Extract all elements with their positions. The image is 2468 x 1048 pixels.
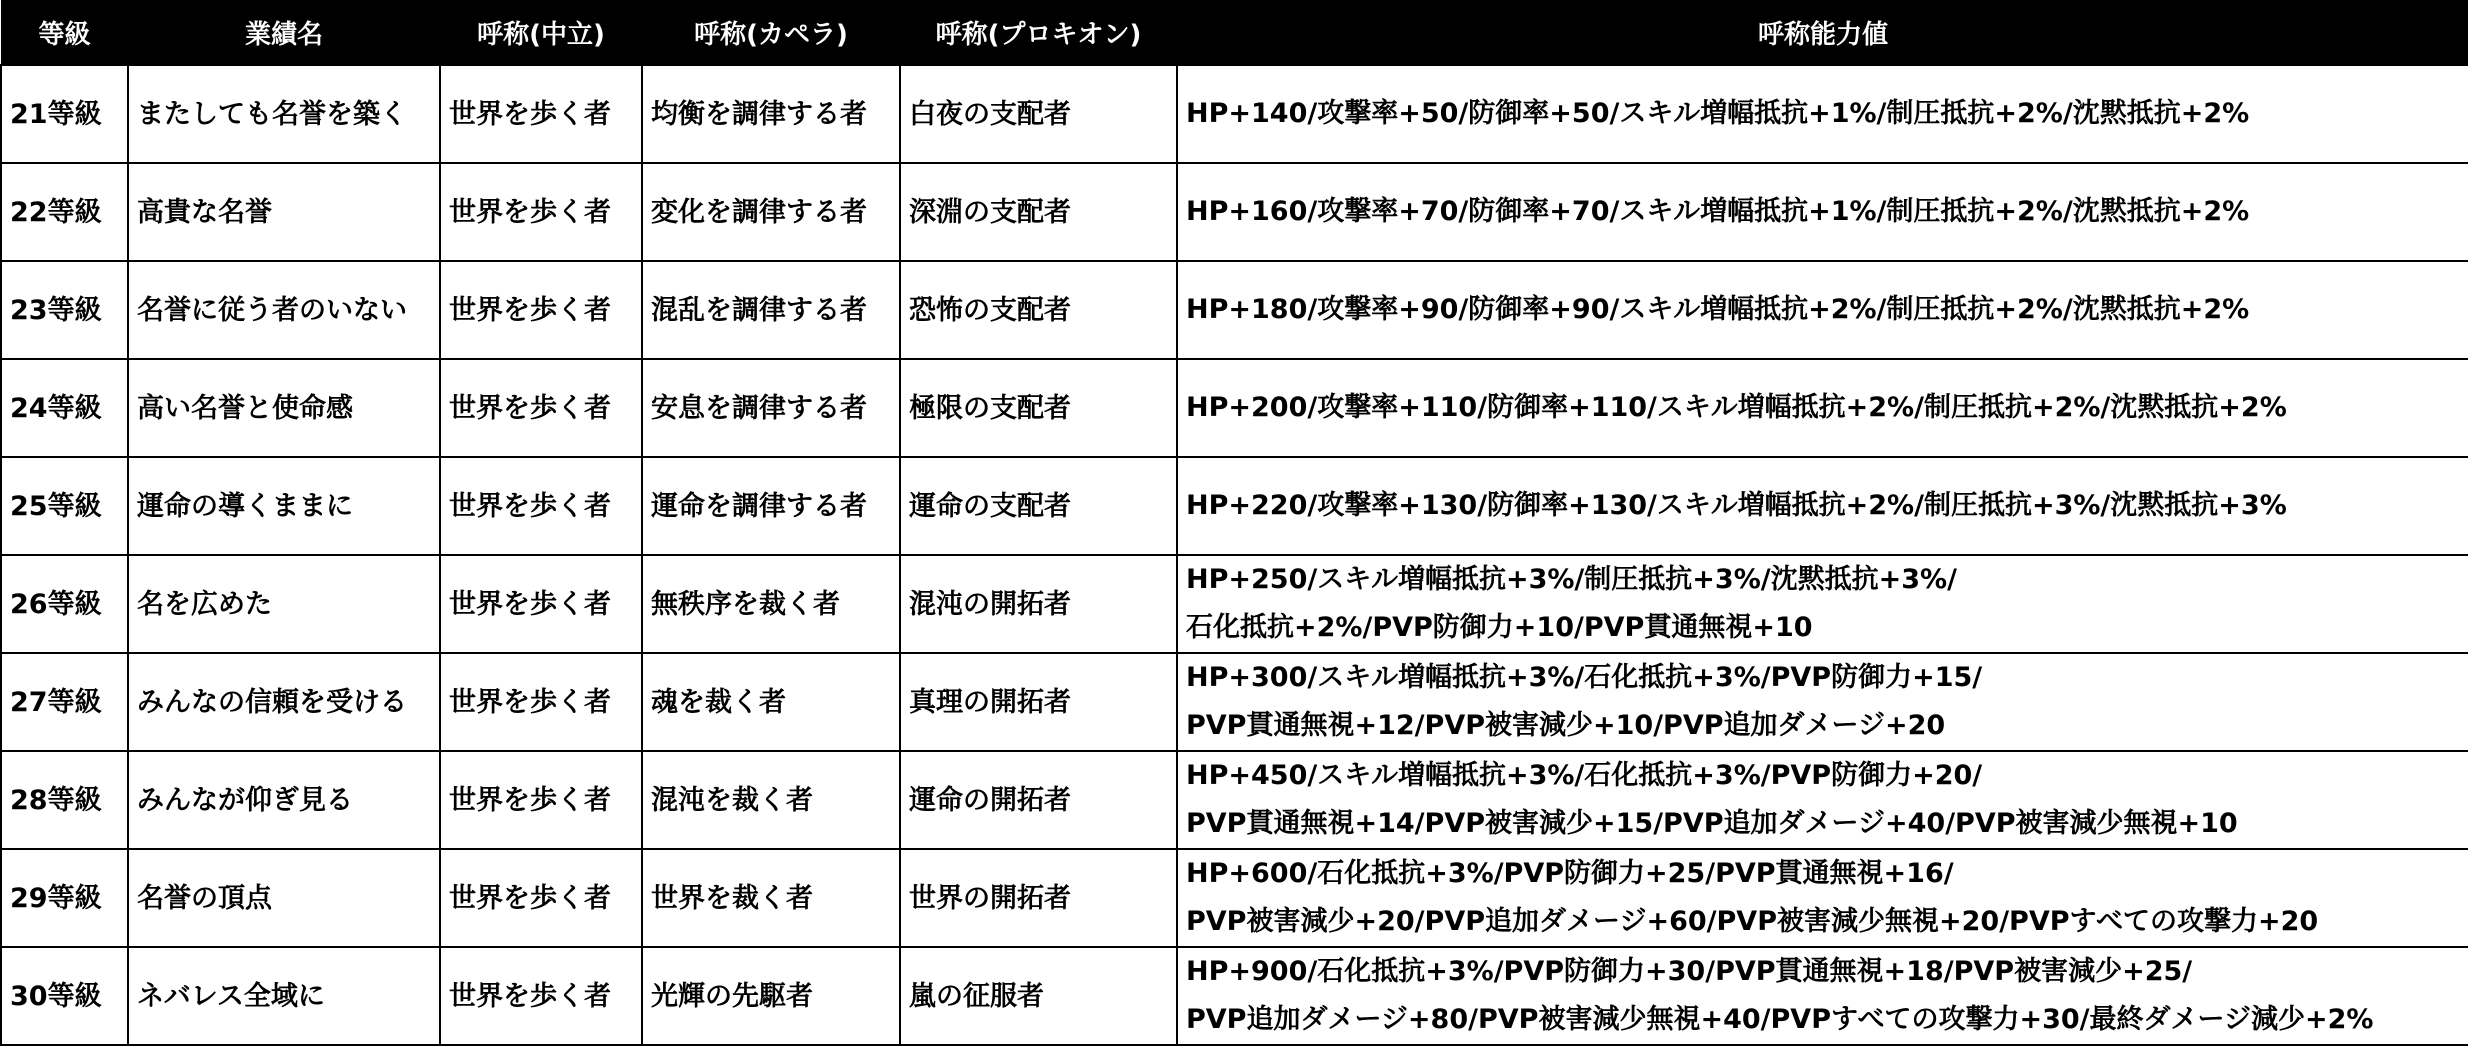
ability-line: HP+140/攻撃率+50/防御率+50/スキル増幅抵抗+1%/制圧抵抗+2%/沈黙抵抗+2% <box>1186 98 2250 129</box>
cell-title-prokion: 恐怖の支配者 <box>900 261 1177 359</box>
header-title-kapera: 呼称(カペラ) <box>642 0 900 65</box>
cell-rank: 29等級 <box>1 849 128 947</box>
cell-rank: 26等級 <box>1 555 128 653</box>
table-row <box>1 653 2468 751</box>
table-row <box>1 751 2468 849</box>
cell-rank: 27等級 <box>1 653 128 751</box>
table-row <box>1 359 2468 457</box>
cell-title-kapera: 光輝の先駆者 <box>642 947 900 1045</box>
cell-title-prokion: 運命の支配者 <box>900 457 1177 555</box>
cell-title-neutral: 世界を歩く者 <box>440 359 642 457</box>
ability-line: PVP貫通無視+14/PVP被害減少+15/PVP追加ダメージ+40/PVP被害減少無視+10 <box>1186 808 2238 839</box>
cell-title-neutral: 世界を歩く者 <box>440 849 642 947</box>
cell-title-kapera: 安息を調律する者 <box>642 359 900 457</box>
cell-title-prokion: 真理の開拓者 <box>900 653 1177 751</box>
ability-line: HP+180/攻撃率+90/防御率+90/スキル増幅抵抗+2%/制圧抵抗+2%/沈黙抵抗+2% <box>1186 294 2250 325</box>
cell-rank: 23等級 <box>1 261 128 359</box>
cell-title-kapera: 魂を裁く者 <box>642 653 900 751</box>
cell-title-prokion: 深淵の支配者 <box>900 163 1177 261</box>
table-row <box>1 261 2468 359</box>
header-title-neutral: 呼称(中立) <box>440 0 642 65</box>
cell-title-neutral: 世界を歩く者 <box>440 751 642 849</box>
ability-line: HP+450/スキル増幅抵抗+3%/石化抵抗+3%/PVP防御力+20/ <box>1186 760 1983 791</box>
header-row <box>1 0 2468 65</box>
header-ability: 呼称能力値 <box>1177 0 2468 65</box>
ability-line: PVP追加ダメージ+80/PVP被害減少無視+40/PVPすべての攻撃力+30/最終ダメージ減少+2% <box>1186 1004 2374 1035</box>
cell-title-neutral: 世界を歩く者 <box>440 947 642 1045</box>
cell-ability <box>1177 65 2468 163</box>
ability-line: PVP貫通無視+12/PVP被害減少+10/PVP追加ダメージ+20 <box>1186 710 1946 741</box>
table-header <box>1 0 2468 65</box>
cell-rank: 22等級 <box>1 163 128 261</box>
cell-rank: 24等級 <box>1 359 128 457</box>
header-rank: 等級 <box>1 0 128 65</box>
header-title-prokion: 呼称(プロキオン) <box>900 0 1177 65</box>
ability-line: HP+600/石化抵抗+3%/PVP防御力+25/PVP貫通無視+16/ <box>1186 858 1954 889</box>
ability-line: HP+300/スキル増幅抵抗+3%/石化抵抗+3%/PVP防御力+15/ <box>1186 662 1983 693</box>
cell-achievement: みんなが仰ぎ見る <box>128 751 440 849</box>
cell-title-prokion: 極限の支配者 <box>900 359 1177 457</box>
cell-ability <box>1177 261 2468 359</box>
cell-title-kapera: 変化を調律する者 <box>642 163 900 261</box>
cell-title-neutral: 世界を歩く者 <box>440 555 642 653</box>
table-row <box>1 457 2468 555</box>
cell-title-neutral: 世界を歩く者 <box>440 65 642 163</box>
cell-rank: 28等級 <box>1 751 128 849</box>
cell-title-prokion: 嵐の征服者 <box>900 947 1177 1045</box>
cell-achievement: 名を広めた <box>128 555 440 653</box>
cell-title-neutral: 世界を歩く者 <box>440 457 642 555</box>
cell-achievement: 高い名誉と使命感 <box>128 359 440 457</box>
ability-line: HP+250/スキル増幅抵抗+3%/制圧抵抗+3%/沈黙抵抗+3%/ <box>1186 564 1957 595</box>
ability-line: PVP被害減少+20/PVP追加ダメージ+60/PVP被害減少無視+20/PVPすべての攻撃力+20 <box>1186 906 2319 937</box>
cell-title-kapera: 混沌を裁く者 <box>642 751 900 849</box>
table-row <box>1 947 2468 1045</box>
cell-achievement: 高貴な名誉 <box>128 163 440 261</box>
cell-ability <box>1177 163 2468 261</box>
ability-line: HP+900/石化抵抗+3%/PVP防御力+30/PVP貫通無視+18/PVP被害減少+25/ <box>1186 956 2193 987</box>
ability-line: HP+160/攻撃率+70/防御率+70/スキル増幅抵抗+1%/制圧抵抗+2%/沈黙抵抗+2% <box>1186 196 2250 227</box>
cell-title-neutral: 世界を歩く者 <box>440 261 642 359</box>
cell-ability <box>1177 947 2468 1045</box>
cell-rank: 30等級 <box>1 947 128 1045</box>
table-row <box>1 849 2468 947</box>
cell-achievement: 運命の導くままに <box>128 457 440 555</box>
cell-ability <box>1177 653 2468 751</box>
cell-achievement: 名誉の頂点 <box>128 849 440 947</box>
cell-rank: 21等級 <box>1 65 128 163</box>
cell-title-prokion: 混沌の開拓者 <box>900 555 1177 653</box>
cell-achievement: みんなの信頼を受ける <box>128 653 440 751</box>
cell-title-neutral: 世界を歩く者 <box>440 653 642 751</box>
cell-title-kapera: 混乱を調律する者 <box>642 261 900 359</box>
table-row <box>1 555 2468 653</box>
cell-ability <box>1177 555 2468 653</box>
cell-rank: 25等級 <box>1 457 128 555</box>
table-body <box>1 65 2468 1045</box>
cell-title-prokion: 世界の開拓者 <box>900 849 1177 947</box>
cell-achievement: ネバレス全域に <box>128 947 440 1045</box>
cell-title-prokion: 運命の開拓者 <box>900 751 1177 849</box>
ability-line: HP+200/攻撃率+110/防御率+110/スキル増幅抵抗+2%/制圧抵抗+2%/沈黙抵抗+2% <box>1186 392 2287 423</box>
header-achievement: 業績名 <box>128 0 440 65</box>
cell-ability <box>1177 359 2468 457</box>
table-row <box>1 65 2468 163</box>
cell-achievement: またしても名誉を築く <box>128 65 440 163</box>
cell-title-kapera: 均衡を調律する者 <box>642 65 900 163</box>
cell-title-kapera: 運命を調律する者 <box>642 457 900 555</box>
cell-title-kapera: 世界を裁く者 <box>642 849 900 947</box>
cell-ability <box>1177 751 2468 849</box>
ability-line: HP+220/攻撃率+130/防御率+130/スキル増幅抵抗+2%/制圧抵抗+3%/沈黙抵抗+3% <box>1186 490 2287 521</box>
ability-line: 石化抵抗+2%/PVP防御力+10/PVP貫通無視+10 <box>1186 612 1813 643</box>
table-row <box>1 163 2468 261</box>
cell-title-kapera: 無秩序を裁く者 <box>642 555 900 653</box>
cell-title-prokion: 白夜の支配者 <box>900 65 1177 163</box>
cell-title-neutral: 世界を歩く者 <box>440 163 642 261</box>
cell-achievement: 名誉に従う者のいない <box>128 261 440 359</box>
cell-ability <box>1177 849 2468 947</box>
cell-ability <box>1177 457 2468 555</box>
